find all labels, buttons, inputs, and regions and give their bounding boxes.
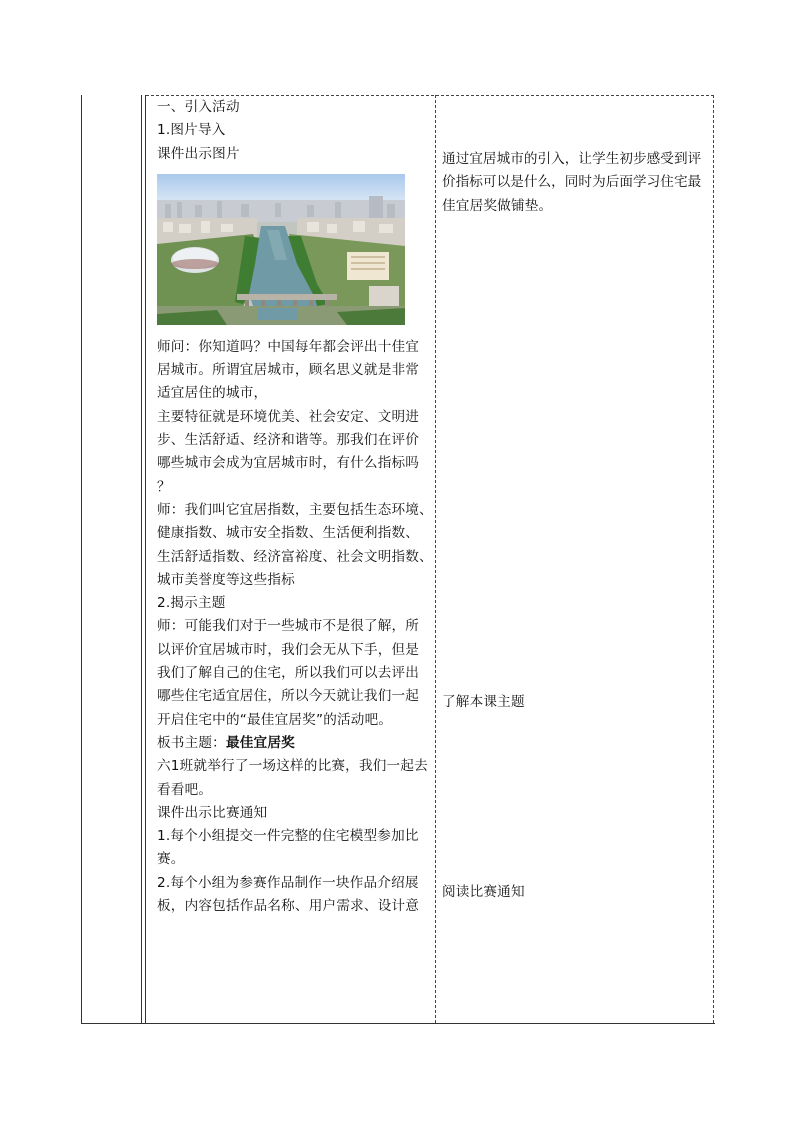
design-intent-column [442,96,710,904]
text-line: 1.每个小组提交一件完整的住宅模型参加比 [157,828,419,845]
section-heading: 一、引入活动 [157,99,240,115]
text-line: 生活舒适指数、经济富裕度、社会文明指数、 [157,548,433,565]
table-inner-border [141,95,142,1024]
text-line: 板，内容包括作品名称、用户需求、设计意 [157,898,420,915]
text-line: 通过宜居城市的引入，让学生初步感受到评 [442,151,702,167]
teaching-process-column [157,96,435,918]
text-line: 师：我们叫它宜居指数，主要包括生态环境、 [157,501,433,518]
teacher-question [157,336,435,499]
board-topic [157,732,435,755]
teacher-reveal [157,615,435,731]
text-line: 我们了解自己的住宅，所以我们可以去评出 [157,665,420,682]
text-line: 适宜居住的城市， [157,385,268,402]
item1-title: 1.图片导入 [157,122,226,139]
livable-city-photo [157,174,405,325]
text-line: 开启住宅中的“最佳宜居奖”的活动吧。 [157,711,393,728]
rule-1 [157,825,435,872]
text-line: 以评价宜居城市时，我们会无从下手，但是 [157,641,420,658]
text-line: 佳宜居奖做铺垫。 [442,197,553,214]
rule-2 [157,872,435,919]
table-left-border [81,95,82,1024]
purpose-2: 了解本课主题 [442,693,525,710]
table-inner-border-2 [145,95,146,1024]
purpose-1 [442,148,710,218]
cell-right-border [713,95,714,1023]
text-line: ？ [157,478,171,495]
text-line: 2.每个小组为参赛作品制作一块作品介绍展 [157,874,419,891]
text-line: 哪些住宅适宜居住，所以今天就让我们一起 [157,688,420,705]
show-notice-text: 课件出示比赛通知 [157,804,268,821]
table-bottom-border [81,1023,715,1024]
text-line: 哪些城市会成为宜居城市时，有什么指标吗 [157,455,420,472]
board-label: 板书主题： [157,734,226,751]
text-line: 六1班就举行了一场这样的比赛，我们一起去 [157,758,428,775]
board-value: 最佳宜居奖 [225,734,295,751]
class-intro [157,755,435,802]
teacher-answer [157,499,435,592]
item2-title: 2.揭示主题 [157,595,226,612]
show-picture-text: 课件出示图片 [157,145,240,162]
text-line: 健康指数、城市安全指数、生活便利指数、 [157,525,420,542]
spacer [442,218,710,691]
text-line: 城市美誉度等这些指标 [157,571,295,588]
text-line: 师问：你知道吗？中国每年都会评出十佳宜 [157,338,420,355]
text-line: 居城市。所谓宜居城市，顾名思义就是非常 [157,362,420,379]
text-line: 赛。 [157,851,185,868]
text-line: 师：可能我们对于一些城市不是很了解，所 [157,618,420,635]
spacer [442,714,710,881]
text-line: 看看吧。 [157,781,213,798]
purpose-3: 阅读比赛通知 [442,884,525,901]
text-line: 主要特征就是环境优美、社会安定、文明进 [157,408,420,425]
text-line: 步、生活舒适、经济和谐等。那我们在评价 [157,432,420,449]
text-line: 价指标可以是什么，同时为后面学习住宅最 [442,174,702,191]
cell-middle-border [435,95,436,1023]
spacer [442,96,710,148]
city-aerial-image [157,174,405,325]
